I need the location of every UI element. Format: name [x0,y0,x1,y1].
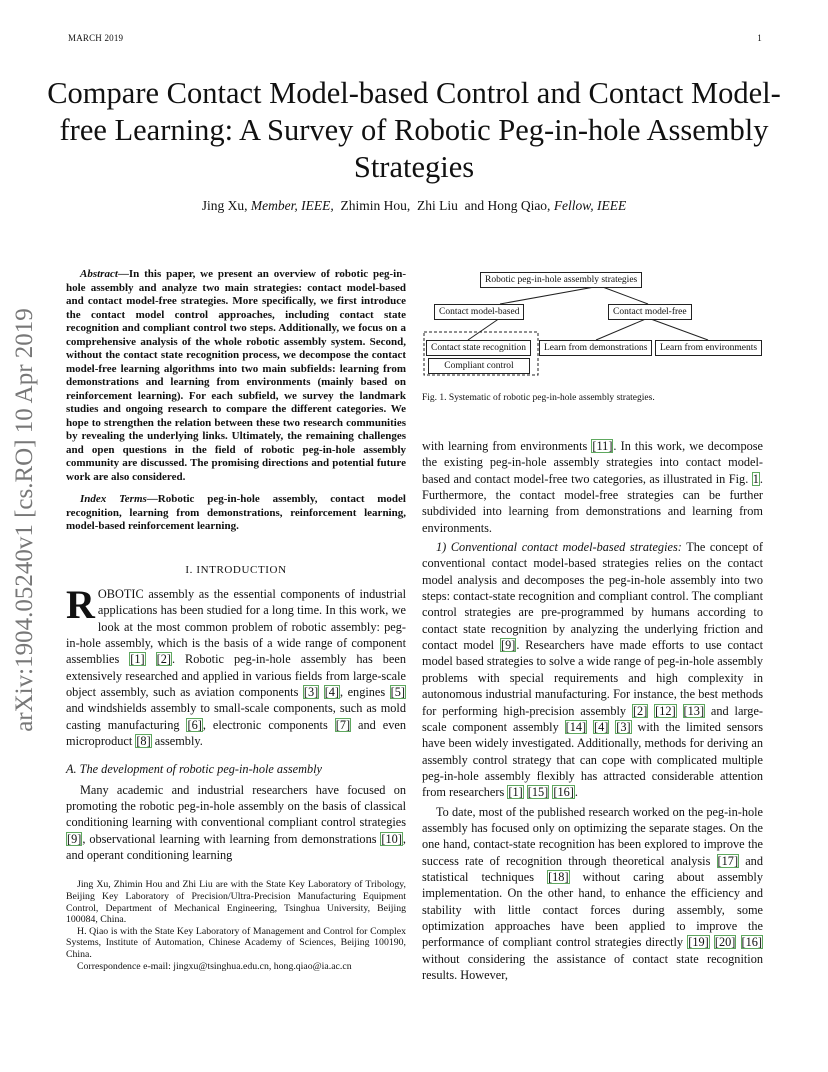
citation-link[interactable]: [9] [67,831,82,846]
citation-link[interactable]: [15] [527,785,549,800]
citation-link[interactable]: [13] [683,703,705,718]
section-heading: I. INTRODUCTION [185,563,287,576]
page-number: 1 [757,33,762,43]
node-contact-state-recognition: Contact state recognition [426,340,531,356]
figure-caption: Fig. 1. Systematic of robotic peg-in-hole assembly strategies. [422,393,655,403]
citation-link[interactable]: [1] [508,785,523,800]
index-terms: Index Terms—Robotic peg-in-hole assembly, contact model recognition, learning from demonstrations, reinforcement learning, model-based reinforcement learning. [66,493,406,532]
node-compliant-control: Compliant control [428,358,530,374]
paper-title: Compare Contact Model-based Control and Contact Model-free Learning: A Survey of Robotic Peg-in-hole Assembly Strategies [47,76,781,184]
body-paragraph: Many academic and industrial researchers have focused on promoting the robotic peg-in-hole assembly on the basis of classical conditioning learning with conventional compliant control strategies [9], observational learning with learning from demonstrations [10], and operant conditioning learning [66,782,406,862]
citation-link[interactable]: [5] [390,684,405,699]
citation-link[interactable]: [9] [500,638,516,653]
footnotes: Jing Xu, Zhimin Hou and Zhi Liu are with the State Key Laboratory of Tribology, Beijing Key Laboratory of Precision/Ultra-Precision Manufacturing Equipment Control, Department of Mechanical Engineering, Tsinghua University, Beijing 100084, China. H. Qiao is with the State Key Laboratory of Management and Control for Complex Systems, Institute of Automation, Chinese Academy of Sciences, Beijing 100190, China. Correspondence e-mail: jingxu@tsinghua.edu.cn, hong.qiao@ia.ac.cn [66,879,406,972]
intro-paragraph: ROBOTIC assembly as the essential components of industrial applications has been studied for a long time. In this work, we look at the most common problem of robotic assembly: peg-in-hole assembly, which is the basis of a wide range of component assemblies [1] [2]. Robotic peg-in-hole assembly has been extensively researched and applied in various fields from large-scale object assembly, such as aviation components [3] [4], engines [5] and windshields assembly to small-scale components, such as mold casting manufacturing [6], electronic components [7] and even microproduct [8] assembly. [66,581,407,748]
dropcap: R [66,581,95,627]
citation-link[interactable]: [2] [156,652,171,667]
abstract: Abstract—In this paper, we present an overview of robotic peg-in-hole assembly and analyze two main strategies: contact model-based and contact model-free strategies. More specifically, we first introduce the contact model control approaches, including contact state recognition and compliant control two steps. Additionally, we focus on a comprehensive analysis of the whole robotic assembly system. Second, without the contact state recognition process, we decompose the contact model-free learning algorithms into two main subfields: learning from demonstrations and learning from environments (mainly based on reinforcement learning). For each subfield, we survey the landmark studies and ongoing research to compare the different categories. We hope to strengthen the relation between these two research communities by revealing the underlying links. Ultimately, the remaining challenges and open questions in the field of robotic peg-in-hole assembly community are discussed. The promising directions and potential future work are also considered. [66,268,406,483]
citation-link[interactable]: [11] [592,439,613,453]
citation-link[interactable]: [7] [335,717,351,732]
citation-link[interactable]: [18] [548,869,569,884]
node-learn-from-environments: Learn from environments [655,340,762,356]
citation-link[interactable]: [4] [324,684,340,699]
node-contact-model-based: Contact model-based [434,304,524,320]
body-paragraph: To date, most of the published research worked on the peg-in-hole assembly has focused only on optimizing the separate stages. On the one hand, contact-state recognition has been explored to improve the success rate of recognition through theoretical analysis [17] and statistical techniques [18] without caring about assembly implementation. On the other hand, to enhance the efficiency and stability with little contact forces during assembly, some optimization approaches have been applied to improve the performance of compliant control strategies directly [19] [20] [16] without considering the assistance of contact state recognition results. However, [422,804,763,982]
right-column [422,438,763,983]
citation-link[interactable]: [3] [303,684,319,699]
left-column [66,268,406,972]
author-list: Jing Xu, Member, IEEE, Zhimin Hou, Zhi Liu and Hong Qiao, Fellow, IEEE [201,198,627,213]
citation-link[interactable]: [20] [714,935,736,950]
citation-link[interactable]: [1] [130,652,145,667]
arxiv-stamp: arXiv:1904.05240v1 [cs.RO] 10 Apr 2019 [11,308,38,732]
citation-link[interactable]: [2] [632,703,648,718]
citation-link[interactable]: [14] [565,719,587,734]
citation-link[interactable]: [8] [136,733,151,748]
node-contact-model-free: Contact model-free [608,304,692,320]
node-learn-from-demonstrations: Learn from demonstrations [539,340,652,356]
citation-link[interactable]: [12] [655,703,676,718]
citation-link[interactable]: [19] [688,935,709,950]
citation-link[interactable]: [17] [717,853,739,868]
figure-link[interactable]: 1 [752,471,759,486]
body-paragraph: with learning from environments [11]. In this work, we decompose the existing peg-in-hole assembly strategies into contact model-based and contact model-free two categories, as illustrated in Fig. 1. Furthermore, the contact model-free strategies can be further subdivided into learning from demonstrations and learning from environments. [422,439,763,535]
body-paragraph: 1) Conventional contact model-based strategies: The concept of conventional contact model-based strategies relies on the contact model analysis and decomposes the peg-in-hole assembly into two steps: contact-state recognition and compliant control. The compliant control strategies are pre-programmed by humans according to contact state recognition by analyzing the underlying friction and contact model [9]. Researchers have made efforts to use contact model based strategies to solve a wide range of peg-in-hole assembly problems with special requirements and high complexity in autonomous industrial manufacturing. For instance, the best methods for performing high-precision assembly [2] [12] [13] and large-scale component assembly [14] [4] [3] with the limited sensors have been widely investigated. Additionally, methods for deriving an assembly control strategy that can cope with complicated multiple peg-in-hole assembly flexibly has attracted considerable attention from researchers [1] [15] [16]. [422,540,764,800]
figure-1-diagram [422,268,764,388]
citation-link[interactable]: [16] [553,785,574,800]
citation-link[interactable]: [16] [741,935,762,950]
node-root: Robotic peg-in-hole assembly strategies [480,272,642,288]
subsection-heading: A. The development of robotic peg-in-hole assembly [66,762,323,777]
citation-link[interactable]: [6] [187,717,202,732]
running-header: MARCH 2019 [68,33,124,43]
citation-link[interactable]: [4] [594,719,609,734]
citation-link[interactable]: [10] [381,831,402,846]
citation-link[interactable]: [3] [616,719,631,734]
